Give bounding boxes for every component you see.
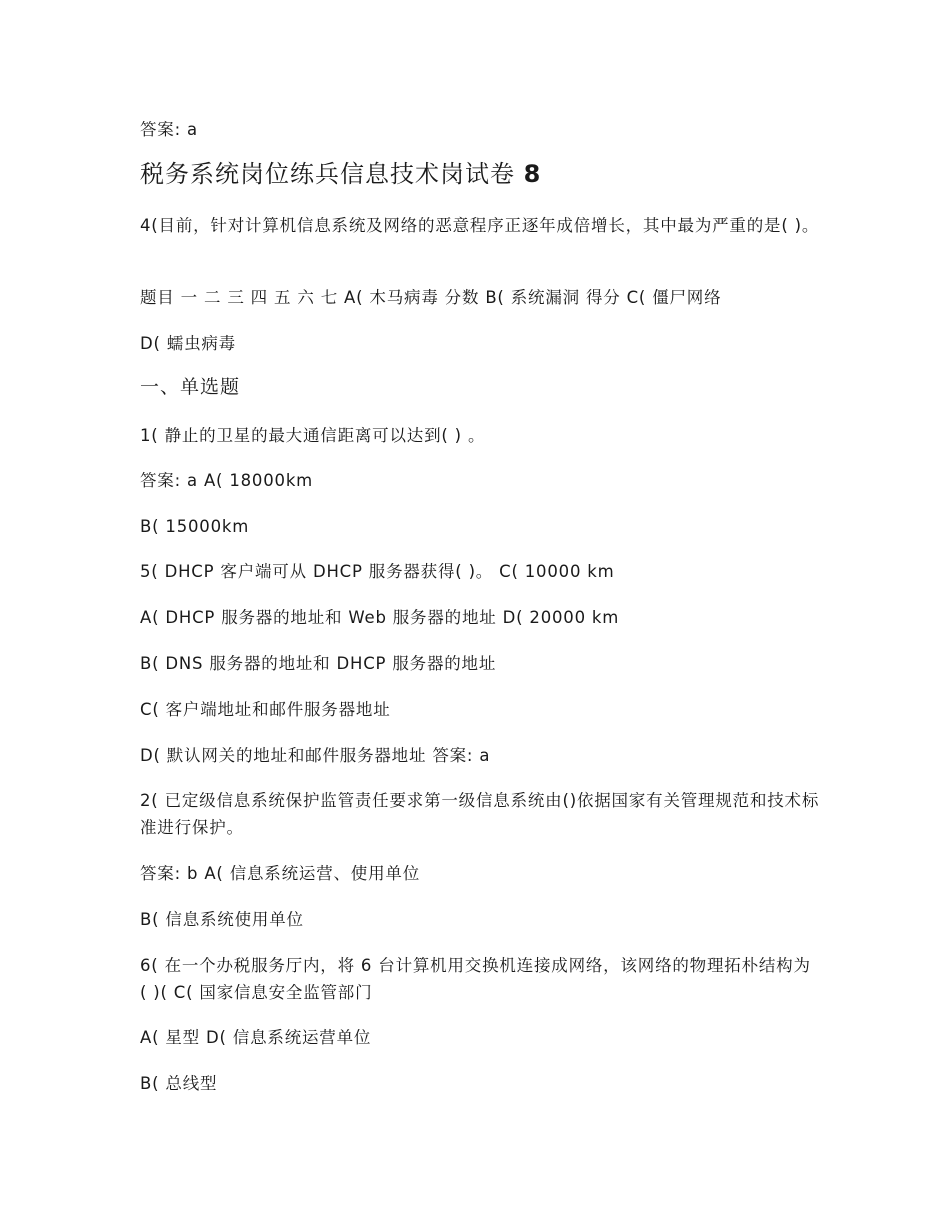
title-text: 税务系统岗位练兵信息技术岗试卷 <box>140 160 515 188</box>
option-line: B( DNS 服务器的地址和 DHCP 服务器的地址 <box>140 654 497 673</box>
question-4: 4(目前，针对计算机信息系统及网络的恶意程序正逐年成倍增长，其中最为严重的是( )。 <box>140 216 820 235</box>
score-table-line: 题目 一 二 三 四 五 六 七 A( 木马病毒 分数 B( 系统漏洞 得分 C( 僵尸网络 <box>140 288 722 307</box>
answer-option-line: 答案: b A( 信息系统运营、使用单位 <box>140 864 420 883</box>
option-line: B( 总线型 <box>140 1074 218 1093</box>
question-5: 5( DHCP 客户端可从 DHCP 服务器获得( )。 C( 10000 km <box>140 562 615 581</box>
question-6: 6( 在一个办税服务厅内，将 6 台计算机用交换机连接成网络，该网络的物理拓朴结构为 ( )( C( 国家信息安全监管部门 <box>140 956 811 1002</box>
answer-option-line: 答案: a A( 18000km <box>140 471 314 490</box>
title-number: 8 <box>523 160 542 188</box>
answer-line: 答案: a <box>140 120 198 139</box>
option-line: C( 客户端地址和邮件服务器地址 <box>140 700 391 719</box>
question-1: 1( 静止的卫星的最大通信距离可以达到( ) 。 <box>140 426 486 445</box>
option-line: A( DHCP 服务器的地址和 Web 服务器的地址 D( 20000 km <box>140 608 620 627</box>
section-heading: 一、单选题 <box>140 376 241 398</box>
option-line: D( 蠕虫病毒 <box>140 334 236 353</box>
document-title <box>140 158 820 190</box>
option-answer-line: D( 默认网关的地址和邮件服务器地址 答案: a <box>140 746 491 765</box>
question-2: 2( 已定级信息系统保护监管责任要求第一级信息系统由()依据国家有关管理规范和技术标准进行保护。 <box>140 791 820 837</box>
option-line: A( 星型 D( 信息系统运营单位 <box>140 1028 372 1047</box>
option-line: B( 信息系统使用单位 <box>140 910 304 929</box>
option-line: B( 15000km <box>140 517 250 536</box>
